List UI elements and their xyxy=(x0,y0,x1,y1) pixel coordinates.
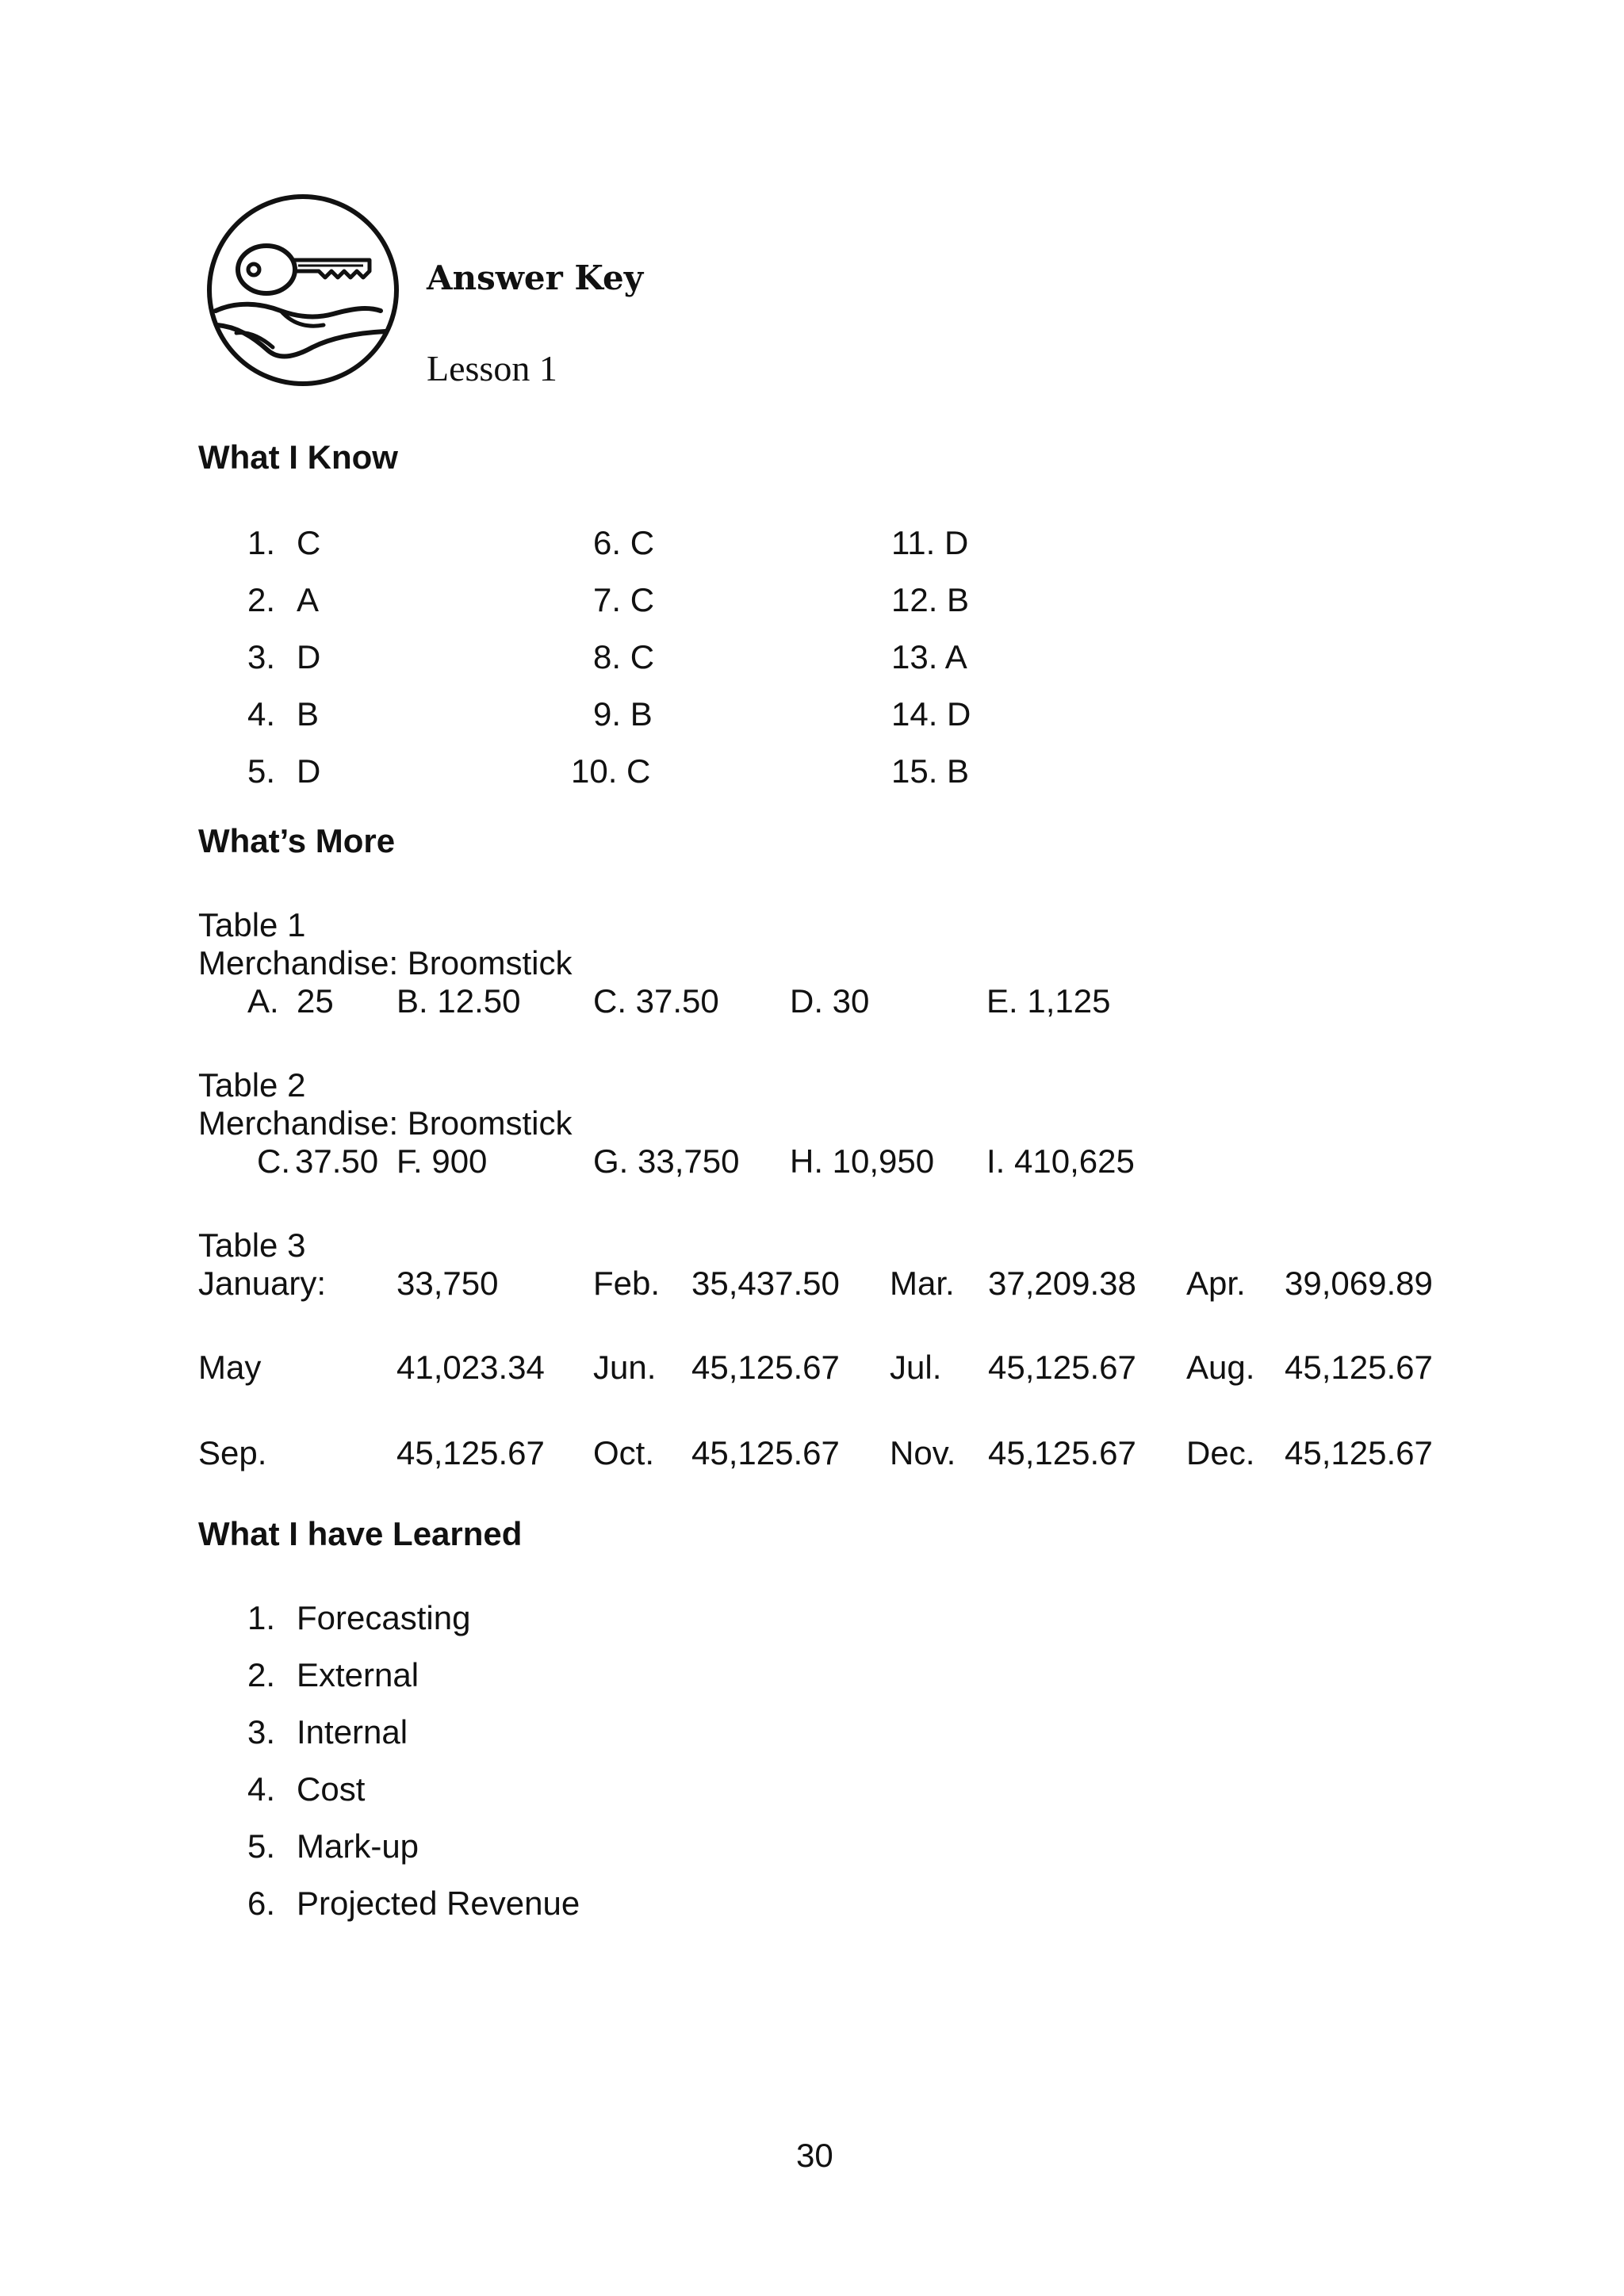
page-title: Answer Key xyxy=(427,258,644,297)
month-label: Dec. xyxy=(1186,1434,1255,1471)
month-value: 37,209.38 xyxy=(988,1265,1136,1302)
answer-item: B. 12.50 xyxy=(396,982,521,1020)
lesson-label: Lesson 1 xyxy=(427,348,557,388)
answer-item: 14. D xyxy=(891,695,971,733)
answer-item: 6. C xyxy=(593,524,655,561)
list-number: 3. xyxy=(247,638,276,675)
month-value: 45,125.67 xyxy=(691,1434,840,1471)
month-value: 45,125.67 xyxy=(988,1434,1136,1471)
merchandise-label: Merchandise: Broomstick xyxy=(198,1104,573,1142)
list-item: Projected Revenue xyxy=(297,1885,580,1922)
answer-item: E. 1,125 xyxy=(986,982,1111,1020)
section-heading-what-i-have-learned: What I have Learned xyxy=(198,1515,523,1552)
table-title: Table 1 xyxy=(198,906,306,943)
month-label: Apr. xyxy=(1186,1265,1246,1302)
month-label: Oct. xyxy=(593,1434,655,1471)
list-item: Mark-up xyxy=(297,1827,419,1865)
month-value: 45,125.67 xyxy=(1285,1434,1433,1471)
list-number: 2. xyxy=(247,1656,276,1693)
list-number: 5. xyxy=(247,752,276,790)
month-label: Feb. xyxy=(593,1265,661,1302)
merchandise-label: Merchandise: Broomstick xyxy=(198,944,573,982)
list-number: 4. xyxy=(247,695,276,733)
list-number: 2. xyxy=(247,581,276,618)
answer-item: I. 410,625 xyxy=(986,1142,1135,1180)
month-label: January: xyxy=(198,1265,327,1302)
list-number: 4. xyxy=(247,1770,276,1808)
list-number: 6. xyxy=(247,1885,276,1922)
answer-item: 11. D xyxy=(891,524,969,561)
answer-value: D xyxy=(297,638,321,675)
answer-letter: A. xyxy=(247,982,279,1020)
list-item: External xyxy=(297,1656,419,1693)
list-number: 3. xyxy=(247,1713,276,1751)
month-label: Nov. xyxy=(890,1434,956,1471)
answer-letter: C. xyxy=(257,1142,290,1180)
list-number: 1. xyxy=(247,524,276,561)
list-item: Cost xyxy=(297,1770,366,1808)
answer-item: 15. B xyxy=(891,752,970,790)
answer-value: A xyxy=(297,581,320,618)
month-label: Sep. xyxy=(198,1434,267,1471)
answer-item: 7. C xyxy=(593,581,655,618)
answer-item: G. 33,750 xyxy=(593,1142,740,1180)
section-heading-what-i-know: What I Know xyxy=(198,438,398,476)
answer-value: D xyxy=(297,752,321,790)
month-label: May xyxy=(198,1349,262,1386)
month-value: 45,125.67 xyxy=(691,1349,840,1386)
section-heading-whats-more: What’s More xyxy=(198,822,396,859)
table-title: Table 3 xyxy=(198,1226,306,1264)
month-value: 45,125.67 xyxy=(396,1434,545,1471)
answer-item: 8. C xyxy=(593,638,655,675)
answer-value: B xyxy=(297,695,320,733)
month-value: 33,750 xyxy=(396,1265,499,1302)
answer-item: 9. B xyxy=(593,695,653,733)
answer-item: F. 900 xyxy=(396,1142,488,1180)
month-value: 45,125.67 xyxy=(988,1349,1136,1386)
month-label: Mar. xyxy=(890,1265,955,1302)
list-number: 5. xyxy=(247,1827,276,1865)
answer-item: 12. B xyxy=(891,581,970,618)
answer-value: 25 xyxy=(297,982,334,1020)
answer-item: H. 10,950 xyxy=(790,1142,935,1180)
answer-value: 37.50 xyxy=(295,1142,379,1180)
key-in-hand-icon xyxy=(205,192,401,388)
month-value: 45,125.67 xyxy=(1285,1349,1433,1386)
table-title: Table 2 xyxy=(198,1066,306,1104)
answer-item: D. 30 xyxy=(790,982,870,1020)
answer-item: 10. C xyxy=(571,752,651,790)
list-item: Internal xyxy=(297,1713,408,1751)
month-value: 35,437.50 xyxy=(691,1265,840,1302)
list-item: Forecasting xyxy=(297,1599,471,1636)
page-number: 30 xyxy=(796,2137,833,2174)
month-label: Jul. xyxy=(890,1349,942,1386)
answer-value: C xyxy=(297,524,321,561)
list-number: 1. xyxy=(247,1599,276,1636)
month-value: 41,023.34 xyxy=(396,1349,545,1386)
answer-item: C. 37.50 xyxy=(593,982,719,1020)
month-value: 39,069.89 xyxy=(1285,1265,1433,1302)
month-label: Jun. xyxy=(593,1349,657,1386)
month-label: Aug. xyxy=(1186,1349,1255,1386)
answer-item: 13. A xyxy=(891,638,967,675)
